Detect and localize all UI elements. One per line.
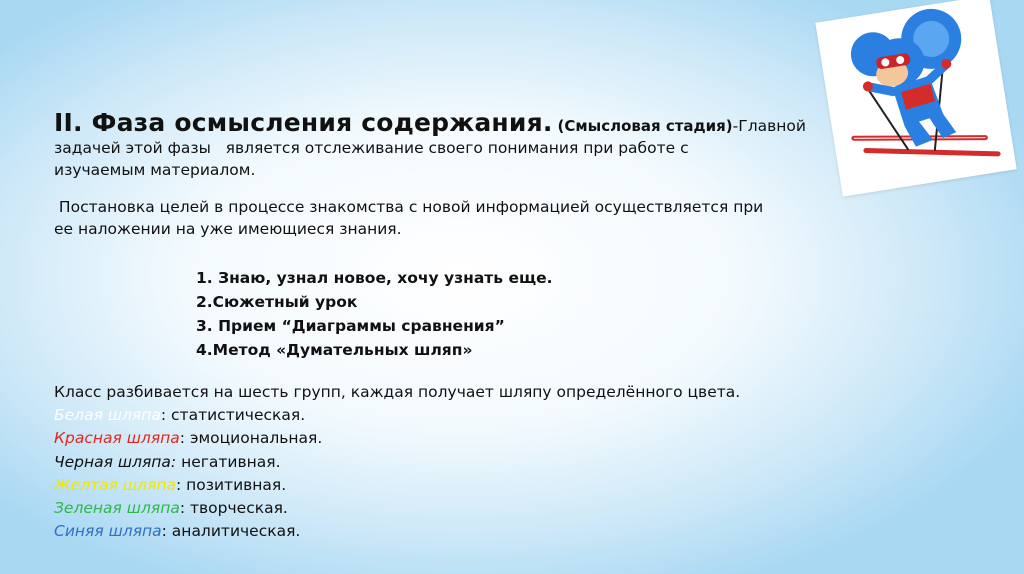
hat-blue: [54, 520, 740, 543]
method-item: 3. Прием “Диаграммы сравнения”: [196, 317, 505, 335]
phase-lead: -Главной: [732, 117, 806, 135]
method-item: 4.Метод «Думательных шляп»: [196, 341, 473, 359]
hat-yellow: [54, 474, 740, 497]
hat-black: [54, 451, 740, 474]
phase-heading: [54, 108, 844, 181]
hat-name-blue: Синяя шляпа: [54, 522, 162, 541]
phase-text-line-3: изучаемым материалом.: [54, 161, 256, 179]
skier-mascot-icon: [815, 0, 1016, 197]
hat-name-black: Черная шляпа:: [54, 452, 177, 471]
goals-line-2: ее наложении на уже имеющиеся знания.: [54, 220, 402, 238]
hat-desc-red: : эмоциональная.: [179, 429, 323, 448]
phase-title: II. Фаза осмысления содержания.: [54, 108, 553, 137]
hat-green: [54, 497, 740, 520]
hats-section: [54, 381, 740, 543]
phase-stage: (Смысловая стадия): [557, 117, 733, 135]
goals-line-1: Постановка целей в процессе знакомства с новой информацией осуществляется при: [54, 198, 764, 216]
skier-mascot-image: [815, 0, 1016, 197]
class-intro: Класс разбивается на шесть групп, каждая получает шляпу определённого цвета.: [54, 383, 741, 401]
hat-desc-white: : статистическая.: [160, 406, 306, 425]
hat-desc-blue: : аналитическая.: [161, 522, 301, 541]
hat-desc-green: : творческая.: [179, 499, 288, 518]
hat-white: [54, 404, 740, 427]
hat-desc-yellow: : позитивная.: [175, 475, 287, 494]
methods-list: [196, 266, 553, 362]
hat-name-green: Зеленая шляпа: [54, 499, 180, 518]
method-item: 1. Знаю, узнал новое, хочу узнать еще.: [196, 269, 553, 287]
phase-text-line-2: задачей этой фазы является отслеживание своего понимания при работе с: [54, 139, 689, 157]
hat-name-yellow: Желтая шляпа: [54, 475, 176, 494]
hat-desc-black: негативная.: [176, 452, 281, 471]
hat-name-white: Белая шляпа: [54, 406, 161, 425]
method-item: 2.Сюжетный урок: [196, 293, 358, 311]
hat-name-red: Красная шляпа: [54, 429, 180, 448]
hat-red: [54, 427, 740, 450]
